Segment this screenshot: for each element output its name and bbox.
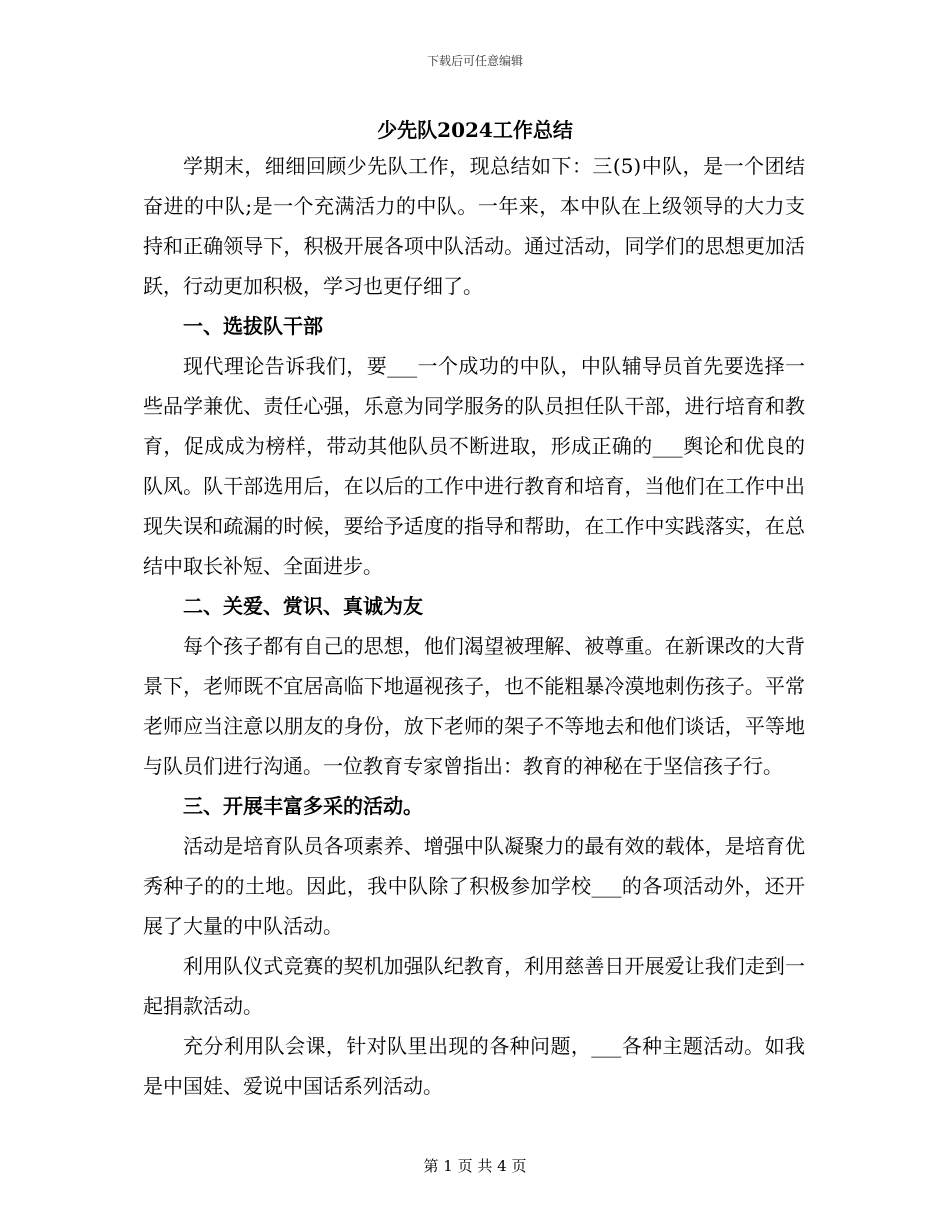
section-3-paragraph-1: 活动是培育队员各项素养、增强中队凝聚力的最有效的载体，是培育优秀种子的的土地。因此，我中队除了积极参加学校___的各项活动外，还开展了大量的中队活动。 [143,834,805,938]
section-3-paragraph-2: 利用队仪式竞赛的契机加强队纪教育，利用慈善日开展爱让我们走到一起捐款活动。 [143,954,805,1018]
intro-paragraph: 学期末，细细回顾少先队工作，现总结如下：三(5)中队，是一个团结奋进的中队;是一个充满活力的中队。一年来，本中队在上级领导的大力支持和正确领导下，积极开展各项中队活动。通过活动，同学们的思想更加活跃，行动更加积极，学习也更仔细了。 [143,154,805,298]
section-heading-1: 一、选拔队干部 [183,314,323,338]
section-heading-3: 三、开展丰富多采的活动。 [183,794,423,818]
document-title: 少先队2024工作总结 [377,118,573,142]
section-1-paragraph: 现代理论告诉我们，要___一个成功的中队，中队辅导员首先要选择一些品学兼优、责任心强，乐意为同学服务的队员担任队干部，进行培育和教育，促成成为榜样，带动其他队员不断进取，形成正确的___舆论和优良的队风。队干部选用后，在以后的工作中进行教育和培育，当他们在工作中出现失误和疏漏的时候，要给予适度的指导和帮助，在工作中实践落实，在总结中取长补短、全面进步。 [143,354,805,578]
section-2-paragraph: 每个孩子都有自己的思想，他们渴望被理解、被尊重。在新课改的大背景下，老师既不宜居高临下地逼视孩子，也不能粗暴冷漠地刺伤孩子。平常老师应当注意以朋友的身份，放下老师的架子不等地去和他们谈话，平等地与队员们进行沟通。一位教育专家曾指出：教育的神秘在于坚信孩子行。 [143,634,805,778]
document-body [143,146,805,1106]
page-header-note: 下载后可任意编辑 [426,54,523,68]
page-number: 第 1 页 共 4 页 [423,1157,527,1175]
section-3-paragraph-3: 充分利用队会课，针对队里出现的各种问题，___各种主题活动。如我是中国娃、爱说中国话系列活动。 [143,1034,805,1098]
section-heading-2: 二、关爱、赏识、真诚为友 [183,594,423,618]
